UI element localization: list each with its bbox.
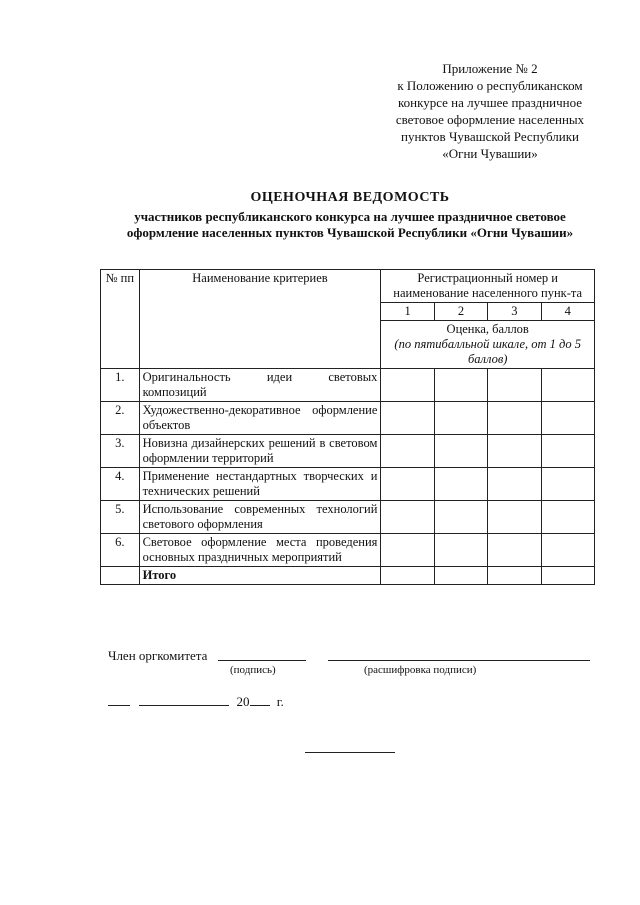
row-num: 5. (101, 501, 140, 534)
score-cell[interactable] (381, 468, 434, 501)
subheader-col: 1 (381, 303, 434, 321)
score-cell[interactable] (434, 534, 487, 567)
year-field[interactable] (250, 693, 270, 706)
member-label: Член оргкомитета (108, 648, 208, 663)
row-criterion: Оригинальность идеи световых композиций (139, 369, 381, 402)
annex-line: конкурсе на лучшее праздничное (397, 95, 583, 110)
subheader-col: 4 (541, 303, 594, 321)
score-cell[interactable] (488, 369, 541, 402)
annex-line: пунктов Чувашской Республики (400, 129, 579, 144)
score-cell[interactable] (488, 435, 541, 468)
score-cell[interactable] (381, 534, 434, 567)
title-subtitle-line: участников республиканского конкурса на лучшее праздничное световое (134, 209, 566, 224)
table-row (101, 534, 595, 567)
score-cell[interactable] (488, 402, 541, 435)
score-cell[interactable] (488, 501, 541, 534)
score-cell[interactable] (434, 435, 487, 468)
total-cell[interactable] (541, 567, 594, 585)
signature-field[interactable] (218, 646, 306, 661)
row-num: 3. (101, 435, 140, 468)
row-num: 1. (101, 369, 140, 402)
row-num: 2. (101, 402, 140, 435)
day-field[interactable] (108, 693, 130, 706)
score-cell[interactable] (541, 468, 594, 501)
annex-line: к Положению о республиканском (397, 78, 583, 93)
score-cell[interactable] (381, 501, 434, 534)
score-cell[interactable] (488, 534, 541, 567)
score-cell[interactable] (434, 402, 487, 435)
subheader-col: 2 (434, 303, 487, 321)
row-criterion: Художественно-декоративное оформление объектов (139, 402, 381, 435)
score-cell[interactable] (541, 534, 594, 567)
date-line (108, 693, 284, 710)
annex-line: световое оформление населенных (395, 112, 585, 127)
score-cell[interactable] (434, 468, 487, 501)
table-row (101, 402, 595, 435)
year-suffix: г. (276, 694, 284, 709)
score-cell[interactable] (488, 468, 541, 501)
score-cell[interactable] (381, 369, 434, 402)
subheader-col: 3 (488, 303, 541, 321)
decode-caption: (расшифровка подписи) (364, 664, 477, 676)
annex-line: «Огни Чувашии» (442, 146, 538, 161)
row-num: 4. (101, 468, 140, 501)
header-criteria: Наименование критериев (139, 270, 381, 369)
score-cell[interactable] (381, 435, 434, 468)
document-title (60, 190, 640, 241)
score-cell[interactable] (434, 501, 487, 534)
annex-block (375, 60, 605, 162)
total-label: Итого (139, 567, 381, 585)
title-subtitle-line: оформление населенных пунктов Чувашской Республики «Огни Чувашии» (126, 225, 574, 240)
header-num: № пп (101, 270, 140, 369)
score-cell[interactable] (541, 369, 594, 402)
header-row (101, 270, 595, 303)
total-row (101, 567, 595, 585)
total-cell[interactable] (434, 567, 487, 585)
annex-line: Приложение № 2 (442, 61, 538, 76)
signature-decode-field[interactable] (328, 646, 590, 661)
total-cell[interactable] (488, 567, 541, 585)
table-row (101, 435, 595, 468)
signature-caption: (подпись) (230, 664, 276, 676)
score-header (381, 321, 595, 369)
bottom-signature-line[interactable] (305, 740, 395, 753)
table-row (101, 468, 595, 501)
header-registration: Регистрационный номер и наименование населенного пунк-та (381, 270, 595, 303)
table-row (101, 369, 595, 402)
evaluation-table (100, 269, 595, 585)
score-cell[interactable] (541, 501, 594, 534)
row-criterion: Новизна дизайнерских решений в световом оформлении территорий (139, 435, 381, 468)
row-num: 6. (101, 534, 140, 567)
row-criterion: Применение нестандартных творческих и технических решений (139, 468, 381, 501)
total-num-cell (101, 567, 140, 585)
score-cell[interactable] (434, 369, 487, 402)
row-criterion: Использование современных технологий светового оформления (139, 501, 381, 534)
score-cell[interactable] (541, 435, 594, 468)
score-note: (по пятибалльной шкале, от 1 до 5 баллов) (394, 337, 581, 366)
total-cell[interactable] (381, 567, 434, 585)
row-criterion: Световое оформление места проведения основных праздничных мероприятий (139, 534, 381, 567)
year-prefix: 20 (236, 694, 250, 709)
score-cell[interactable] (381, 402, 434, 435)
score-cell[interactable] (541, 402, 594, 435)
score-label: Оценка, баллов (446, 322, 529, 336)
month-field[interactable] (139, 693, 229, 706)
table-row (101, 501, 595, 534)
title-main: ОЦЕНОЧНАЯ ВЕДОМОСТЬ (250, 190, 450, 205)
